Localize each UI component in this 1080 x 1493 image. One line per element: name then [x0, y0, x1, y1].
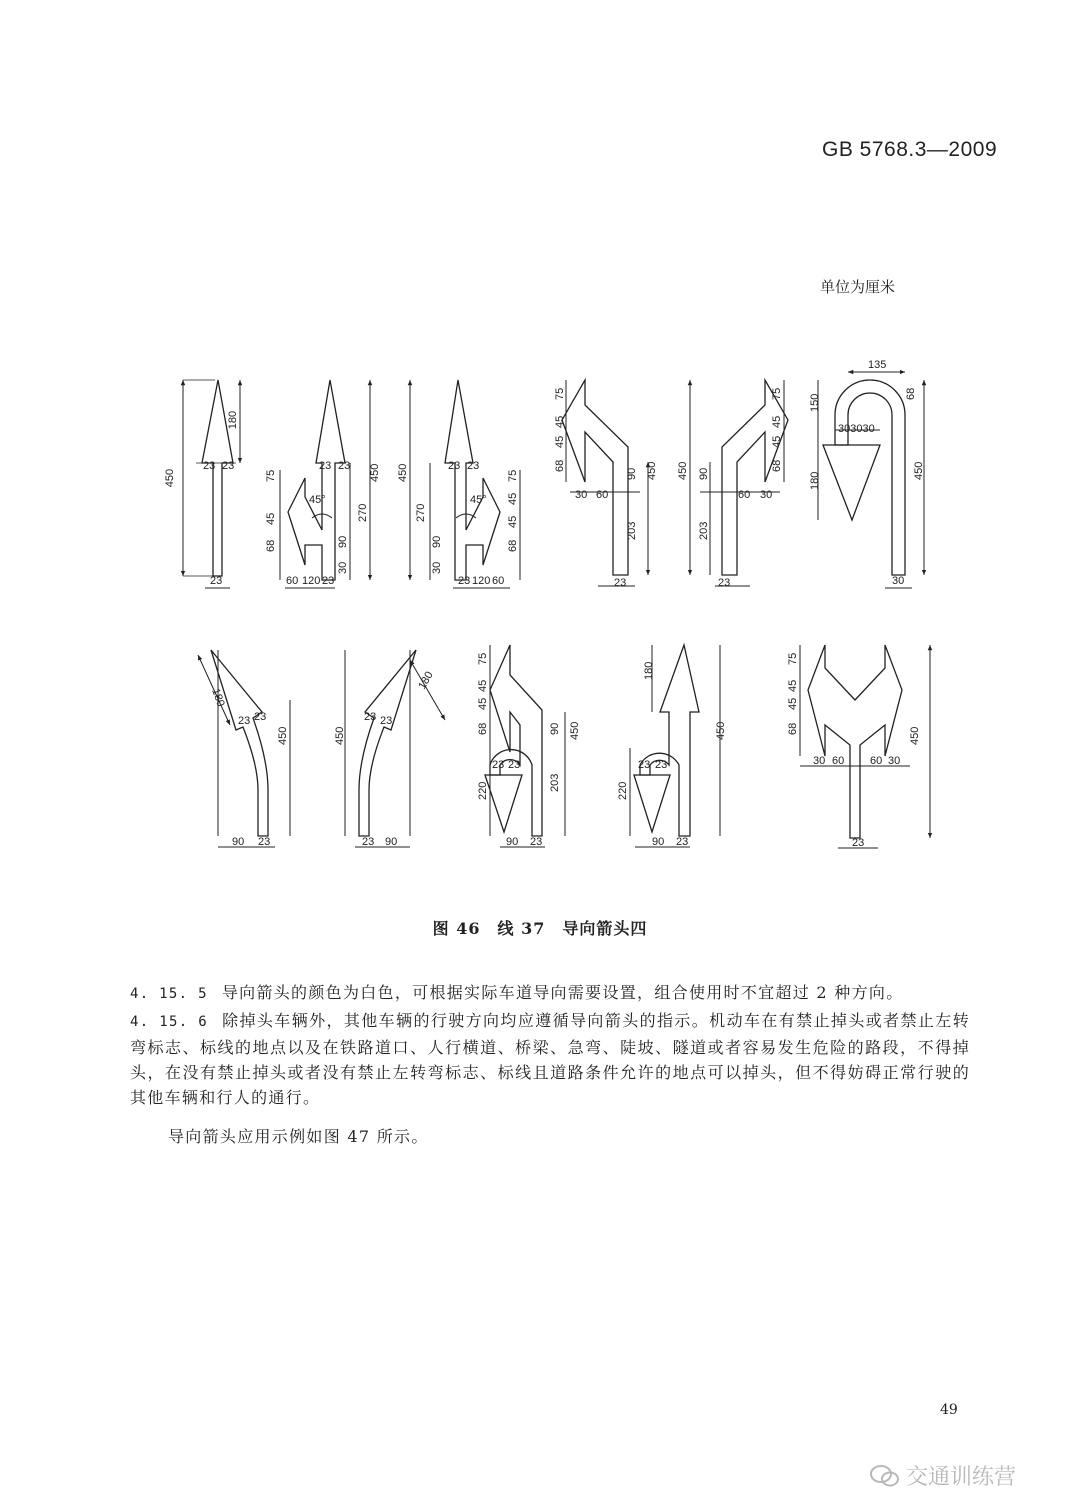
dim-label: 220 — [477, 781, 489, 800]
dim-label: 75 — [787, 652, 799, 665]
dim-label: 23 — [254, 711, 267, 723]
dim-label: 60 — [832, 755, 845, 767]
dim-label: 450 — [677, 461, 689, 480]
paragraph-text: 除掉头车辆外，其他车辆的行驶方向均应遵循导向箭头的指示。机动车在有禁止掉头或者禁止左转弯标志、标线的地点以及在铁路道口、人行横道、桥梁、急弯、陡坡、隧道或者容易发生危险的路段，不得掉头，在没有禁止掉头或者没有禁止左转弯标志、标线且道路条件允许的地点可以掉头，但不得妨碍正常行驶的其他车辆和行人的通行。 — [130, 1011, 970, 1107]
dim-label: 23 — [614, 577, 627, 589]
dim-label: 45 — [771, 415, 783, 428]
dim-label: 45 — [477, 697, 489, 710]
dim-label: 45° — [470, 494, 487, 506]
figure-caption: 图 46 线 37 导向箭头四 — [432, 919, 648, 938]
dim-label: 450 — [369, 463, 381, 482]
dim-label: 220 — [617, 781, 629, 800]
dim-label: 30 — [431, 561, 443, 574]
dim-label: 450 — [715, 721, 727, 740]
dim-label: 303030 — [838, 423, 875, 435]
dim-label: 60 — [286, 575, 299, 587]
dim-label: 30 — [892, 575, 905, 587]
dim-label: 30 — [337, 561, 349, 574]
dim-label: 23 — [238, 715, 251, 727]
dim-label: 68 — [771, 459, 783, 472]
dim-label: 23 — [364, 711, 377, 723]
dim-label: 30 — [813, 755, 826, 767]
dim-label: 23 — [492, 759, 505, 771]
unit-note: 单位为厘米 — [820, 278, 896, 296]
dim-label: 270 — [357, 503, 369, 522]
paragraph-figure-reference — [168, 1124, 968, 1149]
dim-label: 45 — [477, 679, 489, 692]
dim-label: 450 — [397, 463, 409, 482]
dim-label: 203 — [698, 521, 710, 540]
dim-label: 90 — [652, 836, 665, 848]
arrow-left-uturn — [485, 645, 565, 847]
watermark — [870, 1460, 1016, 1491]
dim-label: 23 — [530, 836, 543, 848]
dim-label: 45 — [507, 492, 519, 505]
dim-label: 60 — [738, 489, 751, 501]
dim-label: 23 — [380, 715, 393, 727]
dim-label: 450 — [334, 726, 346, 745]
dim-label: 203 — [549, 773, 561, 792]
dim-label: 45° — [309, 494, 326, 506]
dim-label: 68 — [554, 459, 566, 472]
dim-label: 45 — [787, 697, 799, 710]
dim-label: 23 — [448, 460, 461, 472]
watermark-text: 交通训练营 — [906, 1465, 1017, 1490]
paragraph-text: 导向箭头的颜色为白色，可根据实际车道导向需要设置，组合使用时不宜超过 2 种方向。 — [221, 983, 904, 1002]
dim-label: 90 — [431, 535, 443, 548]
dim-label: 75 — [265, 469, 277, 482]
dim-label: 23 — [222, 460, 235, 472]
dim-label: 23 — [467, 460, 480, 472]
dim-label: 90 — [337, 535, 349, 548]
dim-label: 75 — [477, 652, 489, 665]
dim-label: 180 — [809, 471, 821, 490]
arrow-u-turn — [818, 372, 924, 588]
dimension-labels — [164, 359, 925, 849]
arrow-straight-left — [280, 380, 370, 588]
dim-label: 23 — [322, 575, 335, 587]
arrow-bend-left — [198, 650, 290, 847]
dim-label: 45 — [554, 415, 566, 428]
dim-label: 30 — [760, 489, 773, 501]
dim-label: 68 — [477, 722, 489, 735]
dim-label: 75 — [771, 387, 783, 400]
dim-label: 23 — [362, 836, 375, 848]
dim-label: 90 — [626, 467, 638, 480]
dim-label: 450 — [646, 461, 658, 480]
dim-label: 23 — [655, 759, 668, 771]
dim-label: 90 — [698, 467, 710, 480]
dim-label: 450 — [569, 721, 581, 740]
dim-label: 23 — [508, 759, 521, 771]
dim-label: 135 — [868, 359, 887, 371]
arrow-left-turn — [562, 380, 648, 586]
dim-label: 45 — [554, 435, 566, 448]
dim-label: 450 — [164, 468, 176, 488]
dim-label: 68 — [507, 539, 519, 552]
dim-label: 30 — [575, 489, 588, 501]
dim-label: 68 — [905, 387, 917, 400]
paragraph-text: 导向箭头应用示例如图 47 所示。 — [168, 1127, 429, 1146]
wechat-icon — [870, 1465, 900, 1487]
dim-label: 450 — [909, 726, 921, 745]
dim-label: 68 — [787, 722, 799, 735]
dim-label: 450 — [913, 461, 925, 480]
dim-label: 30 — [888, 755, 901, 767]
dim-label: 23 — [258, 836, 271, 848]
dim-label: 60 — [596, 489, 609, 501]
dim-label: 450 — [277, 726, 289, 745]
paragraph-4-15-5 — [130, 980, 970, 1007]
dim-label: 180 — [416, 669, 436, 692]
dim-label: 23 — [203, 460, 216, 472]
dim-label: 23 — [458, 575, 471, 587]
dim-label: 180 — [227, 410, 239, 430]
clause-number: 4. 15. 5 — [130, 986, 208, 1002]
dim-label: 120 — [302, 575, 321, 587]
dim-label: 23 — [718, 577, 731, 589]
arrow-straight-right — [410, 380, 520, 588]
dim-label: 23 — [338, 460, 351, 472]
page-number: 49 — [940, 1402, 958, 1418]
dim-label: 90 — [549, 722, 561, 735]
dim-label: 90 — [385, 836, 398, 848]
dim-label: 45 — [265, 512, 277, 525]
dim-label: 150 — [809, 393, 821, 412]
dim-label: 45 — [787, 679, 799, 692]
clause-number: 4. 15. 6 — [130, 1014, 209, 1030]
paragraph-4-15-6 — [130, 1008, 970, 1110]
arrow-right-turn — [690, 380, 788, 586]
dim-label: 23 — [210, 575, 223, 587]
dim-label: 180 — [209, 686, 227, 709]
dim-label: 75 — [554, 387, 566, 400]
arrow-left-right — [800, 645, 930, 848]
standard-number: GB 5768.3—2009 — [822, 138, 998, 161]
dim-label: 23 — [676, 836, 689, 848]
dim-label: 90 — [506, 836, 519, 848]
dim-label: 60 — [492, 575, 505, 587]
dim-label: 203 — [626, 521, 638, 540]
dim-label: 68 — [265, 539, 277, 552]
dim-label: 23 — [852, 837, 865, 849]
dim-label: 120 — [472, 575, 491, 587]
dim-label: 180 — [643, 661, 655, 680]
dim-label: 45 — [771, 435, 783, 448]
dim-label: 90 — [232, 836, 245, 848]
dim-label: 23 — [638, 759, 651, 771]
dim-label: 270 — [415, 503, 427, 522]
dim-label: 23 — [319, 460, 332, 472]
dim-label: 45 — [507, 515, 519, 528]
dim-label: 60 — [870, 755, 883, 767]
dim-label: 75 — [507, 469, 519, 482]
